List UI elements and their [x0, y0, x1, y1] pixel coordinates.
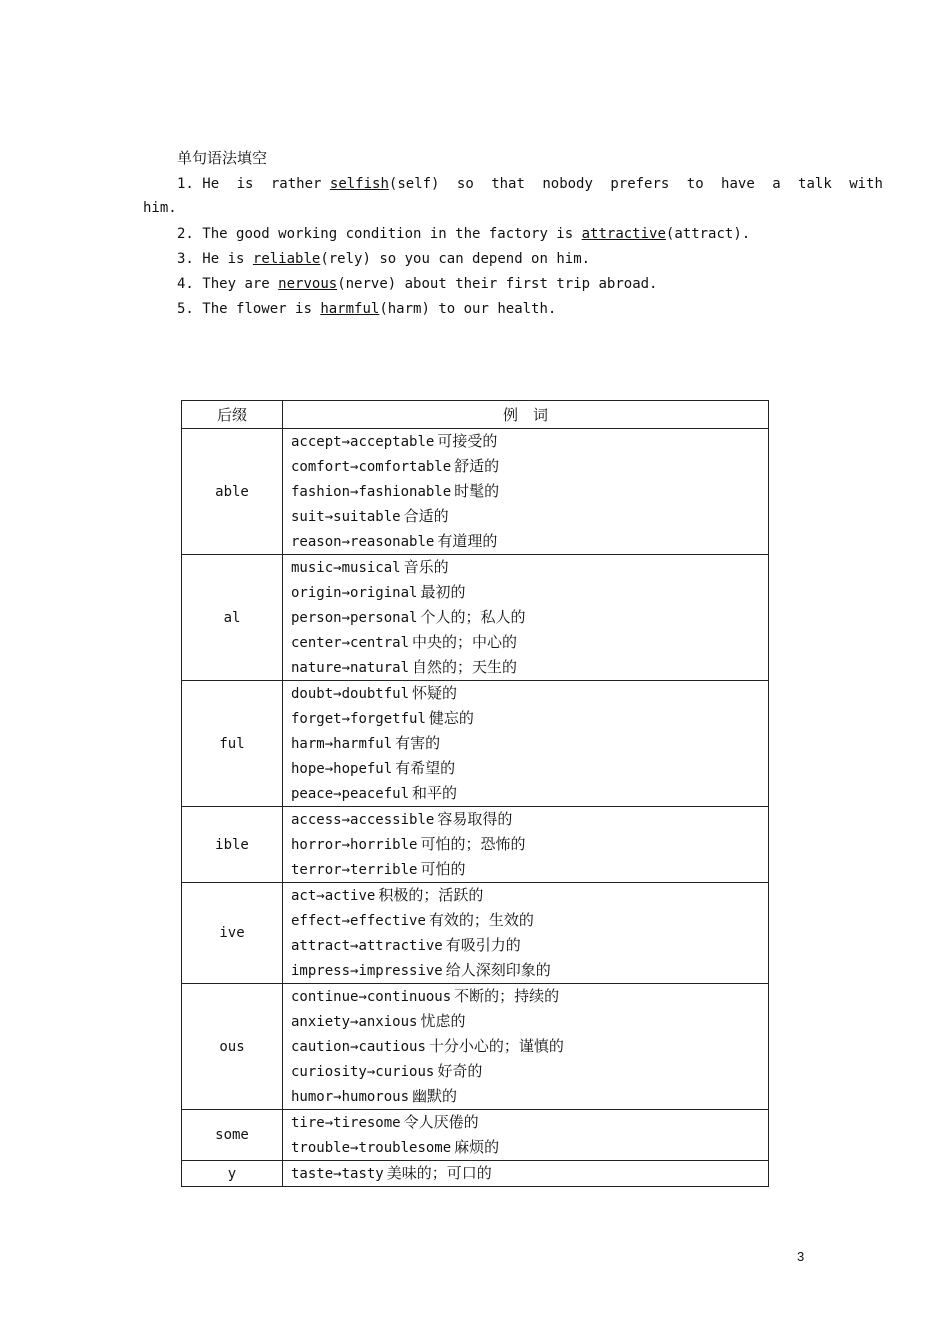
suffix-cell: ive	[182, 883, 283, 984]
derived-word: terrible	[350, 862, 418, 878]
derived-word: effective	[350, 913, 426, 929]
example-line	[291, 781, 768, 806]
table-row	[182, 681, 769, 807]
arrow-icon: →	[341, 711, 351, 727]
header-examples: 例 词	[283, 401, 769, 429]
chinese-meaning: 中央的；中心的	[412, 633, 518, 651]
suffix-cell: able	[182, 429, 283, 555]
example-line	[291, 555, 768, 580]
base-word: peace	[291, 786, 334, 802]
base-word: comfort	[291, 459, 351, 475]
derived-word: tasty	[341, 1166, 384, 1182]
arrow-icon: →	[324, 761, 334, 777]
example-line	[291, 1161, 768, 1186]
arrow-icon: →	[350, 1140, 359, 1156]
arrow-icon: →	[366, 1064, 376, 1080]
derived-word: hopeful	[333, 761, 393, 777]
example-line	[291, 807, 768, 832]
table-row	[182, 1110, 769, 1161]
arrow-icon: →	[333, 1166, 342, 1182]
chinese-meaning: 十分小心的；谨慎的	[428, 1037, 564, 1055]
exercise-text-before: The flower is	[202, 301, 312, 317]
suffix-cell: ous	[182, 984, 283, 1110]
exercise-text-after: (harm) to our health.	[379, 301, 557, 317]
examples-cell	[283, 429, 769, 555]
suffix-cell: al	[182, 555, 283, 681]
base-word: trouble	[291, 1140, 351, 1156]
arrow-icon: →	[324, 509, 334, 525]
chinese-meaning: 有害的	[395, 734, 441, 752]
derived-word: horrible	[350, 837, 418, 853]
table-row	[182, 807, 769, 883]
exercise-answer: selfish	[329, 176, 389, 192]
arrow-icon: →	[341, 534, 351, 550]
arrow-icon: →	[341, 585, 351, 601]
table-body	[182, 429, 769, 1187]
suffix-cell: ful	[182, 681, 283, 807]
arrow-icon: →	[341, 812, 351, 828]
chinese-meaning: 可怕的	[420, 860, 466, 878]
base-word: tire	[291, 1115, 325, 1131]
exercise-1	[177, 175, 883, 193]
derived-word: humorous	[341, 1089, 410, 1105]
derived-word: tiresome	[333, 1115, 401, 1131]
example-line	[291, 731, 768, 756]
arrow-icon: →	[350, 1039, 359, 1055]
chinese-meaning: 音乐的	[403, 558, 449, 576]
chinese-meaning: 舒适的	[454, 457, 500, 475]
arrow-icon: →	[316, 888, 325, 904]
chinese-meaning: 麻烦的	[454, 1138, 500, 1156]
base-word: terror	[291, 862, 342, 878]
derived-word: cautious	[358, 1039, 426, 1055]
examples-cell	[283, 807, 769, 883]
derived-word: original	[350, 585, 418, 601]
base-word: humor	[291, 1089, 334, 1105]
derived-word: attractive	[358, 938, 443, 954]
base-word: music	[291, 560, 334, 576]
exercise-text-after: (self) so that nobody prefers to have a talk with	[388, 176, 883, 192]
examples-cell	[283, 984, 769, 1110]
base-word: horror	[291, 837, 342, 853]
base-word: accept	[291, 434, 342, 450]
example-line	[291, 1135, 768, 1160]
example-line	[291, 454, 768, 479]
base-word: caution	[291, 1039, 351, 1055]
base-word: hope	[291, 761, 325, 777]
example-line	[291, 655, 768, 680]
derived-word: accessible	[350, 812, 435, 828]
derived-word: active	[324, 888, 376, 904]
arrow-icon: →	[333, 560, 342, 576]
chinese-meaning: 忧虑的	[420, 1012, 466, 1030]
derived-word: suitable	[333, 509, 401, 525]
base-word: continue	[291, 989, 359, 1005]
arrow-icon: →	[341, 610, 351, 626]
example-line	[291, 706, 768, 731]
exercise-answer: reliable	[252, 251, 321, 267]
example-line	[291, 1084, 768, 1109]
chinese-meaning: 令人厌倦的	[403, 1113, 479, 1131]
base-word: access	[291, 812, 342, 828]
base-word: anxiety	[291, 1014, 351, 1030]
example-line	[291, 1110, 768, 1135]
example-line	[291, 756, 768, 781]
arrow-icon: →	[341, 635, 351, 651]
chinese-meaning: 怀疑的	[412, 684, 458, 702]
derived-word: natural	[350, 660, 410, 676]
base-word: impress	[291, 963, 351, 979]
suffix-table	[181, 400, 769, 1187]
chinese-meaning: 幽默的	[412, 1087, 458, 1105]
table-row	[182, 1161, 769, 1187]
arrow-icon: →	[341, 862, 351, 878]
chinese-meaning: 时髦的	[454, 482, 500, 500]
table-row	[182, 883, 769, 984]
exercise-answer: nervous	[278, 276, 338, 292]
arrow-icon: →	[350, 1014, 359, 1030]
table-row	[182, 429, 769, 555]
arrow-icon: →	[350, 484, 359, 500]
derived-word: troublesome	[358, 1140, 452, 1156]
exercise-answer: attractive	[581, 226, 666, 242]
derived-word: fashionable	[358, 484, 452, 500]
exercise-2	[177, 225, 750, 243]
page-number: 3	[797, 1249, 805, 1264]
derived-word: acceptable	[350, 434, 435, 450]
base-word: harm	[291, 736, 325, 752]
exercise-text-before: He is rather	[202, 176, 322, 192]
derived-word: continuous	[366, 989, 452, 1005]
arrow-icon: →	[333, 786, 342, 802]
base-word: fashion	[291, 484, 351, 500]
example-line	[291, 908, 768, 933]
derived-word: peaceful	[341, 786, 410, 802]
exercise-text-before: They are	[202, 276, 270, 292]
examples-cell	[283, 1161, 769, 1187]
suffix-cell: some	[182, 1110, 283, 1161]
exercise-text-after: (nerve) about their first trip abroad.	[337, 276, 658, 292]
derived-word: doubtful	[341, 686, 410, 702]
base-word: taste	[291, 1166, 334, 1182]
derived-word: anxious	[358, 1014, 418, 1030]
chinese-meaning: 容易取得的	[437, 810, 513, 828]
exercise-4	[177, 275, 657, 293]
arrow-icon: →	[333, 1089, 342, 1105]
example-line	[291, 605, 768, 630]
example-line	[291, 832, 768, 857]
chinese-meaning: 给人深刻印象的	[445, 961, 551, 979]
base-word: forget	[291, 711, 342, 727]
example-line	[291, 681, 768, 706]
exercise-5	[177, 300, 556, 318]
base-word: suit	[291, 509, 325, 525]
section-title: 单句语法填空	[177, 149, 268, 167]
derived-word: impressive	[358, 963, 443, 979]
base-word: nature	[291, 660, 342, 676]
arrow-icon: →	[350, 459, 359, 475]
derived-word: forgetful	[350, 711, 426, 727]
base-word: person	[291, 610, 342, 626]
derived-word: musical	[341, 560, 401, 576]
example-line	[291, 580, 768, 605]
derived-word: reasonable	[350, 534, 435, 550]
table-header-row	[182, 401, 769, 429]
base-word: effect	[291, 913, 342, 929]
derived-word: comfortable	[358, 459, 452, 475]
example-line	[291, 1059, 768, 1084]
exercise-text-after: (rely) so you can depend on him.	[320, 251, 591, 267]
exercise-text-after: (attract).	[665, 226, 751, 242]
header-suffix: 后缀	[182, 401, 283, 429]
chinese-meaning: 有吸引力的	[445, 936, 521, 954]
chinese-meaning: 合适的	[403, 507, 449, 525]
exercise-text-before: The good working condition in the factory is	[202, 226, 574, 242]
base-word: reason	[291, 534, 342, 550]
table-row	[182, 555, 769, 681]
exercise-number: 5.	[177, 301, 194, 317]
exercise-number: 2.	[177, 226, 194, 242]
examples-cell	[283, 681, 769, 807]
chinese-meaning: 有道理的	[437, 532, 498, 550]
exercise-number: 4.	[177, 276, 194, 292]
arrow-icon: →	[341, 837, 351, 853]
derived-word: central	[350, 635, 410, 651]
exercise-1-wrap: him.	[143, 200, 177, 216]
exercise-number: 1.	[177, 176, 194, 192]
base-word: origin	[291, 585, 342, 601]
chinese-meaning: 有效的；生效的	[428, 911, 534, 929]
arrow-icon: →	[350, 938, 359, 954]
example-line	[291, 630, 768, 655]
exercise-3	[177, 250, 590, 268]
examples-cell	[283, 883, 769, 984]
base-word: curiosity	[291, 1064, 367, 1080]
arrow-icon: →	[324, 736, 334, 752]
example-line	[291, 504, 768, 529]
example-line	[291, 479, 768, 504]
example-line	[291, 984, 768, 1009]
arrow-icon: →	[350, 963, 359, 979]
examples-cell	[283, 1110, 769, 1161]
arrow-icon: →	[341, 434, 351, 450]
chinese-meaning: 个人的；私人的	[420, 608, 526, 626]
arrow-icon: →	[324, 1115, 334, 1131]
chinese-meaning: 积极的；活跃的	[378, 886, 484, 904]
example-line	[291, 529, 768, 554]
chinese-meaning: 可怕的；恐怖的	[420, 835, 526, 853]
chinese-meaning: 不断的；持续的	[454, 987, 560, 1005]
exercise-number: 3.	[177, 251, 194, 267]
arrow-icon: →	[333, 686, 342, 702]
chinese-meaning: 最初的	[420, 583, 466, 601]
suffix-cell: ible	[182, 807, 283, 883]
chinese-meaning: 美味的；可口的	[386, 1164, 492, 1182]
example-line	[291, 933, 768, 958]
example-line	[291, 857, 768, 882]
chinese-meaning: 可接受的	[437, 432, 498, 450]
example-line	[291, 429, 768, 454]
base-word: act	[291, 888, 317, 904]
example-line	[291, 883, 768, 908]
chinese-meaning: 和平的	[412, 784, 458, 802]
derived-word: curious	[375, 1064, 435, 1080]
exercise-text-before: He is	[202, 251, 245, 267]
arrow-icon: →	[341, 660, 351, 676]
chinese-meaning: 健忘的	[428, 709, 474, 727]
table-row	[182, 984, 769, 1110]
derived-word: harmful	[333, 736, 393, 752]
derived-word: personal	[350, 610, 418, 626]
exercise-answer: harmful	[320, 301, 380, 317]
chinese-meaning: 有希望的	[395, 759, 456, 777]
example-line	[291, 1034, 768, 1059]
chinese-meaning: 自然的；天生的	[412, 658, 518, 676]
base-word: center	[291, 635, 342, 651]
base-word: doubt	[291, 686, 334, 702]
arrow-icon: →	[358, 989, 367, 1005]
chinese-meaning: 好奇的	[437, 1062, 483, 1080]
base-word: attract	[291, 938, 351, 954]
example-line	[291, 958, 768, 983]
arrow-icon: →	[341, 913, 351, 929]
example-line	[291, 1009, 768, 1034]
suffix-cell: y	[182, 1161, 283, 1187]
examples-cell	[283, 555, 769, 681]
